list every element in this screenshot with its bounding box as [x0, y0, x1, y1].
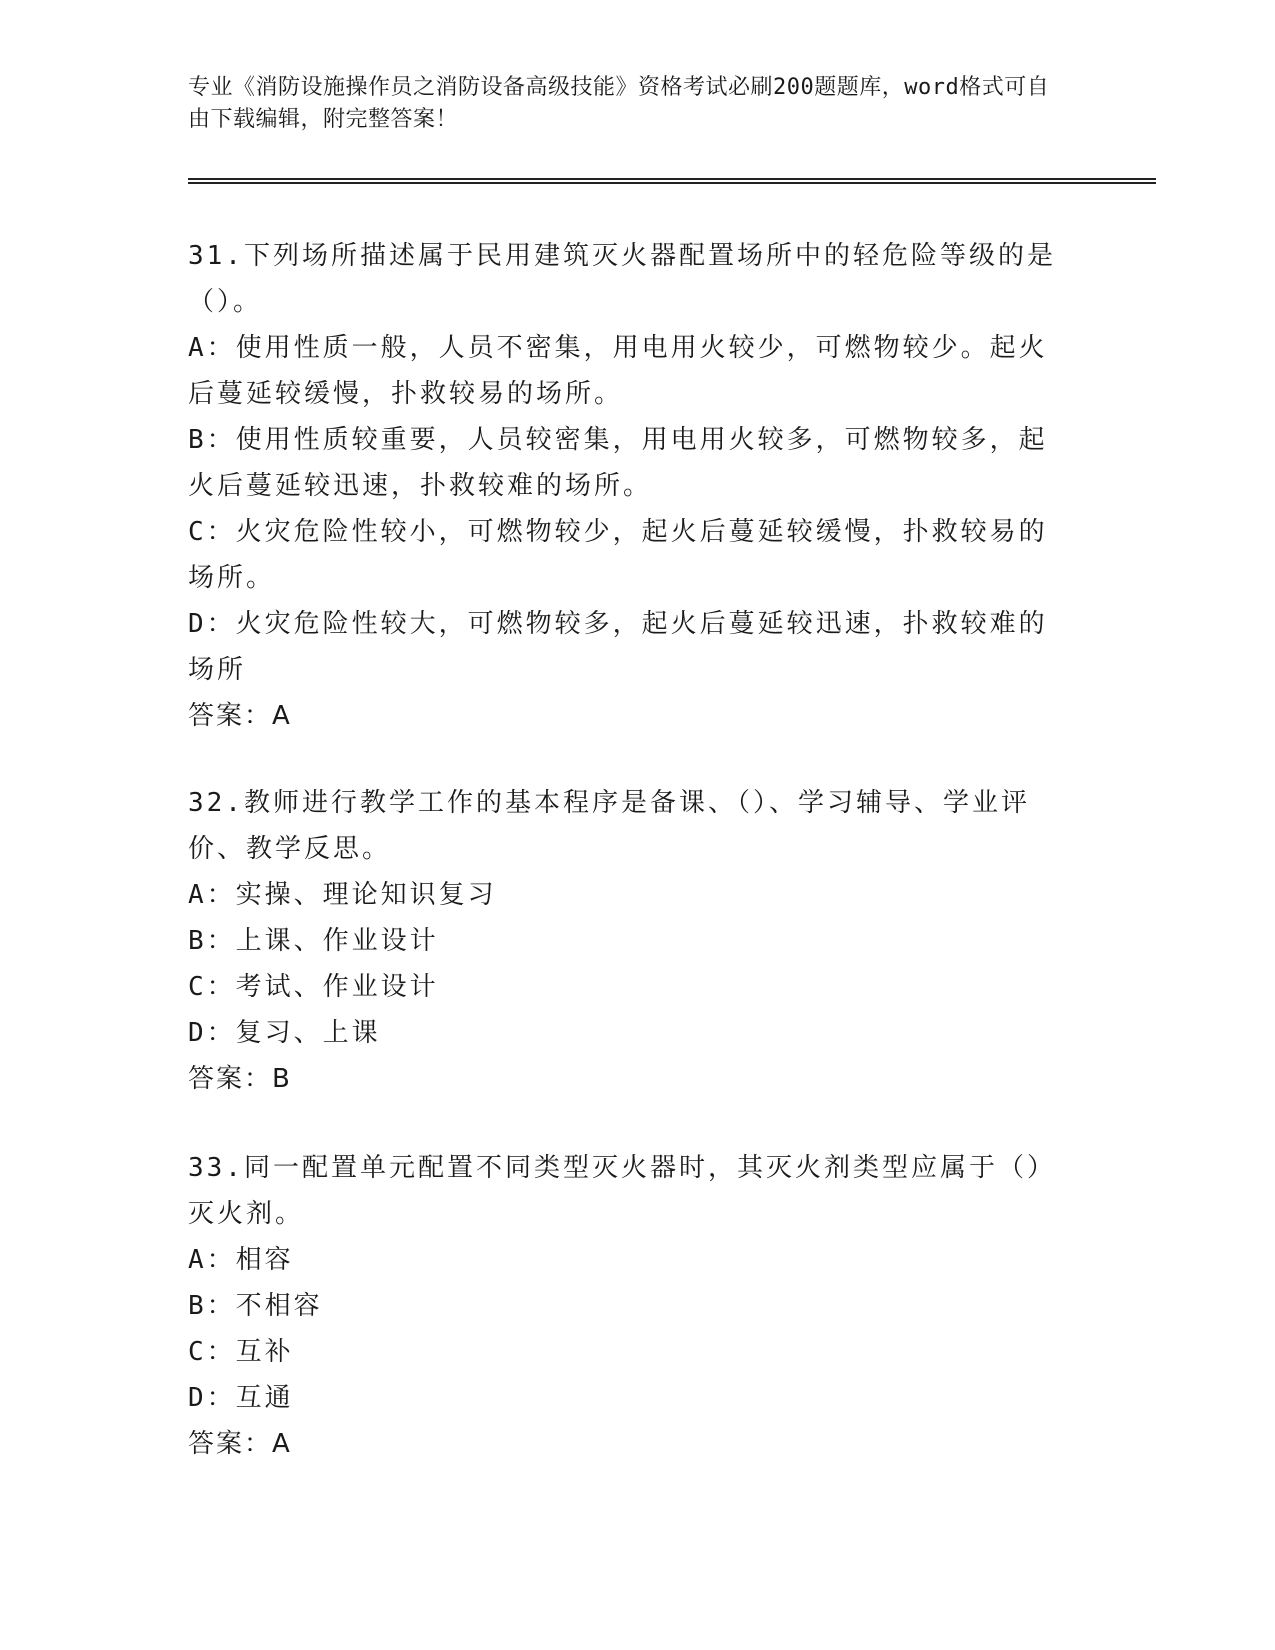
option-d: D：互通 [188, 1383, 294, 1413]
option-d: D：火灾危险性较大，可燃物较多，起火后蔓延较迅速，扑救较难的场所 [188, 609, 1048, 685]
option-b: B：使用性质较重要，人员较密集，用电用火较多，可燃物较多，起火后蔓延较迅速，扑救较难的场所。 [188, 425, 1048, 501]
answer: 答案：A [188, 1429, 292, 1459]
option-a: A：相容 [188, 1245, 294, 1275]
question-stem: 33.同一配置单元配置不同类型灭火器时，其灭火剂类型应属于（）灭火剂。 [188, 1153, 1056, 1229]
question-stem: 32.教师进行教学工作的基本程序是备课、（）、学习辅导、学业评价、教学反思。 [188, 788, 1030, 864]
document-header: 专业《消防设施操作员之消防设备高级技能》资格考试必刷200题题库，word格式可自由下载编辑，附完整答案！ [188, 75, 1050, 132]
option-c: C：火灾危险性较小，可燃物较少，起火后蔓延较缓慢，扑救较易的场所。 [188, 517, 1048, 593]
answer: 答案：B [188, 1064, 292, 1094]
question-31 [188, 233, 1068, 739]
header-divider [188, 178, 1156, 184]
question-33 [188, 1145, 1068, 1467]
option-d: D：复习、上课 [188, 1018, 381, 1048]
option-a: A：实操、理论知识复习 [188, 880, 497, 910]
option-c: C：考试、作业设计 [188, 972, 439, 1002]
question-32 [188, 780, 1068, 1102]
option-b: B：不相容 [188, 1291, 323, 1321]
option-c: C：互补 [188, 1337, 294, 1367]
option-a: A：使用性质一般，人员不密集，用电用火较少，可燃物较少。起火后蔓延较缓慢，扑救较易的场所。 [188, 333, 1048, 409]
question-stem: 31.下列场所描述属于民用建筑灭火器配置场所中的轻危险等级的是（）。 [188, 241, 1056, 317]
option-b: B：上课、作业设计 [188, 926, 439, 956]
answer: 答案：A [188, 701, 292, 731]
